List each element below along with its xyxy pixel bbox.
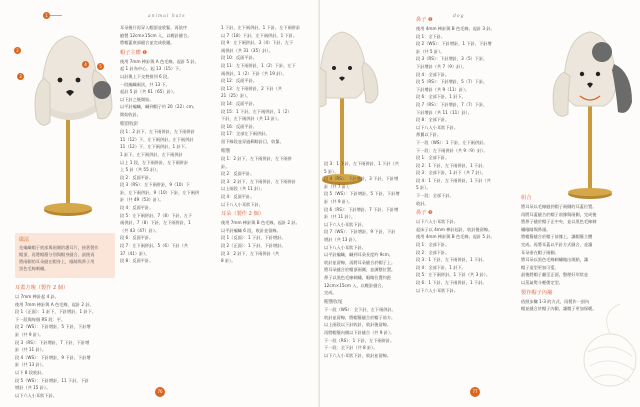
body-text-line: 以平針編織，織到耳朵長度約 9cm。	[324, 252, 394, 258]
body-text-line: 段 1：全下針。	[416, 33, 446, 39]
body-text-line: 段 4：反面平針。	[120, 205, 154, 211]
body-text-line: 收針。	[416, 200, 429, 206]
note-line: 黑色毛線刺繡。	[19, 266, 49, 271]
body-text-line: 段 3：1 下針，左下兩併針，1 下針。	[416, 257, 487, 263]
section-heading: 組合	[521, 195, 532, 201]
hat-on-stand-illustration-left	[14, 18, 124, 228]
body-text-line: 以蒸氣熨斗輕燙定型。	[521, 279, 563, 285]
body-text-line: 縫製 12cm×15cm 入，以輕針縫合。	[120, 32, 192, 38]
body-text-line: 下一段：左下兩併針（共 9（9）針）。	[416, 147, 488, 153]
body-text-line: 段 2（WS）：下針增針，1 下針，下針增	[416, 41, 492, 47]
body-text-line: 以下針之後開始。	[120, 96, 154, 102]
body-text-line: 鼻翼以下針。	[416, 132, 442, 138]
body-text-line: 1 下針，左下兩併針，1 下針，左下兩併針	[221, 25, 301, 30]
body-text-line: 段 3：2 針下，左下兩併針（共	[221, 250, 280, 256]
body-text-line: 8 針）。	[221, 258, 236, 264]
dog-hat-photo-right	[542, 18, 638, 208]
body-text-line: 段 10：反面平針。	[221, 55, 257, 61]
body-text-line: 耳朵後片再穿入帽頂並收緊，再依序	[120, 25, 188, 30]
body-text-line: 針（共 9 針）。	[324, 198, 353, 204]
body-text-line: 以平針編織 6 段，收針並留線。	[221, 227, 281, 233]
body-text-line: 再將帽簷內側以下針縫合（共 9 針）。	[324, 330, 395, 336]
body-text-line: 以上兩段（共 11 針）。	[221, 186, 265, 192]
body-text-line: 段 3（RS）：左下兩併針，9（10）下	[120, 182, 190, 188]
page-number-right: 77	[470, 387, 480, 397]
body-text-line: 12cm×15cm 入，以輕針縫合。	[324, 282, 386, 288]
body-text-line: 開始收針。	[120, 111, 141, 117]
right-text-column-2	[416, 14, 516, 294]
body-text-line: 段 1（正面）：1 針下，下針增針，1 針下。	[15, 309, 97, 315]
body-text-line: 繡眼睛與鼻頭。	[521, 226, 551, 232]
body-text-line: 鼻子以黑色毛線刺繡，眼睛位置約距	[324, 274, 392, 280]
body-text-line: 段 8：反面平針。	[120, 258, 154, 264]
body-text-line: 將耳朵以毛線縫於帽子兩側的耳蓋位置。	[521, 204, 597, 209]
callout-marker-2: 2	[14, 47, 21, 54]
body-text-line: 段 7（WS）：下針增針，9 下針，下針	[324, 229, 396, 235]
body-text-line: 段 12：反面平針。	[221, 78, 257, 84]
body-text-line: 下一段（WS）：1 下針，左下兩併針。	[416, 139, 488, 145]
subsection-heading: 帽簷	[221, 148, 231, 154]
body-text-line: 兩併針（共 31（35）針）。	[221, 47, 273, 53]
body-text-line: 段 17：全部左下兩併針。	[221, 131, 270, 137]
body-text-line: 最後將帽子翻至正面，整理好形狀並	[521, 272, 589, 278]
body-text-line: 段 4：反面平針。	[221, 194, 255, 200]
note-title: 做法	[19, 237, 30, 243]
body-text-line: 段 2（WS）：下針增針，5 下針，下針增	[15, 324, 91, 330]
body-text-line: 針。	[221, 163, 230, 169]
body-text-line: 段 15：1 下針，左下兩併針，1（2）	[221, 108, 292, 114]
body-text-line: 以 7（18）下針，左下兩併針，1 下針。	[221, 32, 298, 38]
body-text-line: 針（共 11 針）。	[324, 214, 356, 220]
body-text-line: 使用 4mm 棒針與 B 色毛線，起針 5 針。	[416, 234, 495, 240]
body-text-line: 起 1 針為中心，起 13（15）下。	[120, 66, 184, 72]
body-text-line: 以針與上下交替排列 6 段。	[120, 73, 172, 79]
body-text-line: 將耳朵縫合於帽頂兩側，並調整位置。	[324, 267, 396, 273]
body-text-line: 段 1（反面）：1 下針，下針增針。	[221, 235, 286, 241]
body-text-line: 段 2（正面）：1 下針，下針增針。	[221, 243, 286, 249]
dog-hat-photo	[14, 18, 124, 228]
body-text-line: 以下六入小耳狀下針。	[416, 219, 458, 225]
body-text-line: 段 3：全部下針，1 針下（共 7 針）。	[416, 170, 486, 176]
body-text-line: 兩併針，1（2）下針（共 19 針）。	[221, 70, 287, 76]
body-text-line: 收針並留線，將帽簷縫合於帽子前方。	[324, 314, 396, 320]
body-text-line: 段 3：1 下針，左下兩併針，1 下針（共	[324, 161, 399, 166]
body-text-line: 5 針）。	[416, 185, 431, 191]
yarn-ball-sketch	[580, 300, 638, 400]
body-text-line: 使用 7mm 棒針與 A 色毛線，起針 5 針。	[120, 58, 199, 64]
body-text-line: 下一段（RS）：1 下針，左下兩併針。	[324, 337, 395, 343]
left-text-column-1	[15, 282, 115, 399]
body-text-line: 增針（共 13 針）。	[324, 236, 360, 242]
body-text-line: 段 16：反面平針。	[221, 123, 257, 129]
body-text-line: 針（共 49（53）針）。	[120, 197, 164, 203]
body-text-line: 段 6：全部下針，1 針下。	[416, 94, 466, 100]
body-text-line: 一段編織兩次，共 13 下。	[120, 81, 170, 87]
callout-marker-4: 4	[82, 61, 89, 68]
body-text-line: 以下六入小耳狀下針。	[416, 287, 458, 293]
body-text-line: 起床子以 4mm 棒針起針，收針後留線。	[416, 226, 493, 232]
body-text-line: 段 1：2 針下，左下兩併針，左下兩併針	[120, 129, 195, 135]
callout-marker-3: 3	[17, 73, 24, 80]
left-text-column-2	[120, 24, 216, 265]
body-text-line: 段 5：左下兩併針，7（8）下針，左下	[120, 212, 193, 218]
section-heading: 製作帽子內襯	[521, 289, 553, 296]
body-text-line: 增針（共 15 針）。	[15, 385, 51, 391]
body-text-line: 37（41）針）。	[120, 250, 150, 256]
body-text-line: 段 3（RS）：下針增針，7 下針，下針增	[15, 339, 90, 345]
body-text-line: 段 5（WS）：下針增針，5 下針，下針增	[324, 191, 400, 197]
body-text-line: 段 2：反面平針。	[221, 171, 255, 177]
body-text-line: 段 1：全部下針。	[416, 155, 450, 161]
body-text-line: 將鼻子縫於帽子正中央，並以黑色毛線刺	[521, 219, 597, 225]
callout-marker-5: 5	[97, 63, 104, 70]
body-text-line: 針（共 13 針）。	[15, 362, 47, 368]
yarn-ball-icon	[580, 300, 638, 400]
body-text-line: 段 4（WS）：下針增針，9 下針，下針增	[15, 354, 91, 360]
body-text-line: 以上兩段以下針收針，收針後留線。	[324, 322, 392, 328]
body-text-line: 完成。	[324, 290, 337, 296]
body-text-line: 下針增針（共 7（9）針）。	[416, 63, 467, 69]
body-text-line: 段 13：左下兩併針，2 下針（共	[221, 85, 282, 91]
body-text-line: 針（共 9 針）。	[15, 331, 44, 337]
body-text-line: 下一段：全下針（共 8 針）。	[324, 345, 378, 351]
body-text-line: 留下線段並穿過剩餘針目，收緊。	[221, 138, 284, 144]
body-text-line: 以下六入小耳狀下針。	[15, 392, 57, 398]
body-text-line: 以下 8 段收針。	[15, 369, 46, 375]
body-text-line: 使用 7mm 棒針與 A 色毛線，起針 2 針。	[15, 301, 94, 307]
body-text-line: 以下八入小耳狀下針。	[324, 244, 366, 250]
right-page	[320, 0, 640, 407]
body-text-line: 段 3（RS）：下針增針，3（5）下針，	[416, 56, 488, 62]
body-text-line: 下一段（WS）：全下針，左下兩併針。	[324, 307, 396, 313]
body-text-line: 段 4：1 下針，左下兩併針，1 下針（共	[416, 177, 491, 183]
body-text-line: 段 2：全部下針。	[416, 249, 450, 255]
body-text-line: 段 5（WS）：下針增針，11 下針，下針	[15, 377, 89, 383]
body-text-line: 以下八入小耳狀下針。	[221, 201, 263, 207]
subsection-heading: 帽簷收尾	[324, 299, 343, 305]
body-text-line: 1 針下，左下兩併針，左下兩併針	[120, 151, 183, 157]
body-text-line: 11（12）下，左下兩併針，左下兩併針	[120, 136, 194, 142]
body-text-line: 以平針編織，織到帽子約 20（22）cm。	[120, 104, 197, 110]
body-text-line: 段 1：全部下針。	[416, 242, 450, 248]
body-text-line: （共 43（47）針）。	[120, 227, 160, 233]
note-line: 帽頂，再將帽簷分別與帽身縫合，最後再	[19, 252, 95, 257]
body-text-line: 段 11：左下兩併針，1（2）下針，左下	[221, 62, 296, 68]
note-line: 先編織帽子底部與兩側的護耳片，接著製作	[19, 245, 99, 250]
body-text-line: 5 針）。	[324, 168, 339, 174]
body-text-line: 依照步驟 1-3 的方式，再製作一頂內	[521, 298, 590, 304]
body-text-line: 下一段：全部下針。	[416, 193, 454, 199]
body-text-line: 帽子造型更加可愛。	[521, 264, 559, 270]
body-text-line: 段 4（RS）：下針增針，3 下針，下針增	[324, 176, 399, 182]
section-heading: 耳蓋方塊（製作 2 個）	[15, 285, 69, 291]
body-text-line: 段 4：全部下針，1 針下。	[416, 264, 466, 270]
subsection-heading: 帽頂收針	[120, 121, 139, 127]
body-text-line: 耳朵垂在帽子兩側。	[521, 249, 559, 255]
body-text-line: 下針，左下兩併針（共 13 針）。	[221, 116, 282, 122]
body-text-line: 針（共 11 針）。	[15, 347, 47, 353]
body-text-line: 段 14：反面平針。	[221, 100, 257, 106]
body-text-line: 段 2：反面平針。	[120, 174, 154, 180]
body-text-line: 段 8：全部下針。	[416, 117, 450, 123]
body-text-line: 段 1：2 針下，左下兩併針，左下兩併	[221, 156, 292, 162]
hat-on-stand-illustration-right	[542, 18, 638, 208]
body-text-line: 以下六入小耳狀下針，收針並留線。	[324, 352, 392, 358]
page-number-left: 76	[155, 387, 165, 397]
body-text-line: 將帽蓋底部縫合並完成收邊。	[120, 40, 175, 46]
section-heading: 鼻子 ❷	[416, 17, 433, 23]
body-text-line: 下針增針（共 9（11）針）。	[416, 86, 470, 92]
right-text-column-3	[521, 192, 633, 313]
body-text-line: 11（12）下，左下兩併針，1 針下。	[120, 144, 190, 150]
body-text-line: 以上 1 段，左下兩併針，左下兩併針	[120, 159, 189, 165]
body-text-line: 針（共 5 針）。	[416, 48, 445, 54]
body-text-line: 段 6：1 下針，左下兩併針，1 下針。	[416, 280, 487, 285]
running-header-right: dog	[453, 14, 465, 19]
left-text-column-3	[221, 24, 315, 265]
right-text-column-1	[324, 160, 412, 359]
body-text-line: 將耳朵以黑色毛線刺繡做出斑點，讓	[521, 257, 589, 263]
body-text-line: 段 6：反面平針。	[120, 235, 154, 241]
callout-marker-1: 1	[43, 12, 50, 19]
body-text-line: 使用 4mm 棒針與 B 色毛線，起針 3 針。	[416, 26, 495, 31]
body-text-line: 段 6（RS）：下針增針，7 下針，下針增	[324, 206, 399, 212]
section-heading: 鼻子 ❸	[416, 210, 433, 217]
body-text-line: 下針增針（共 11（11）針）。	[416, 109, 472, 115]
body-text-line: 段 7：左下兩併針，5（6）下針（共	[120, 243, 188, 249]
body-text-line: 段 5：左下兩併針，1 下針（共 3 針）。	[416, 272, 491, 278]
body-text-line: 針（共 7 針）。	[324, 183, 353, 189]
body-text-line: 21（25）針）。	[221, 93, 251, 99]
body-text-line: 段 2：1 下針，左下兩併針，1 下針。	[416, 162, 487, 168]
body-text-line: 帽並縫合於帽子內側，讓帽子更加保暖。	[521, 306, 597, 312]
instructions-note-box	[15, 233, 115, 278]
body-text-line: 以下八入小耳狀下針。	[416, 124, 458, 130]
body-text-line: 以下六入小耳狀下針。	[324, 221, 366, 227]
body-text-line: 再將耳蓋縫合於帽子前緣與兩側，完成後	[521, 211, 597, 217]
body-text-line: 兩併針，7（8）下針，左下兩併針，1	[120, 220, 191, 226]
body-text-line: 將帽簷縫合於帽子前緣上，讓帽簷立體	[521, 234, 593, 240]
body-text-line: 以 7mm 棒針起 4 針。	[15, 294, 59, 299]
running-header-left: animal hats	[148, 14, 186, 19]
note-line: 將兩側的耳朵縫在帽身上，眼睛與鼻子用	[19, 259, 95, 264]
body-text-line: 使用 7mm 棒針與 B 色毛線，起針 2 針。	[221, 220, 300, 226]
section-heading: 耳朵（製作 2 個）	[221, 211, 264, 218]
section-heading: 帽子主體 ❶	[120, 49, 148, 56]
body-text-line: 下一段與每個 RS 段：平。	[15, 316, 66, 322]
body-text-line: 針，左下兩併針，9（10）下針，左下兩併	[120, 189, 200, 195]
body-text-line: 收針並留線，再將耳朵縫合於帽子上。	[324, 259, 396, 265]
body-text-line: 段 4：全部下針。	[416, 71, 450, 77]
body-text-line: 完成。再將耳蓋以平針方式縫合，並讓	[521, 241, 593, 247]
body-text-line: 段 9：左下兩併針，3（4）下針，左下	[221, 40, 294, 46]
body-text-line: 起針 5 針（共 61（65）針）。	[120, 89, 178, 95]
body-text-line: 段 5（RS）：下針增針，5（7）下針，	[416, 79, 488, 85]
body-text-line: 上 5 針（共 55 針）。	[120, 167, 161, 173]
body-text-line: 段 7（RS）：下針增針，7（7）下針，	[416, 101, 488, 107]
body-text-line: 段 3：2 針下，左下兩併針，左下兩併針	[221, 178, 296, 184]
